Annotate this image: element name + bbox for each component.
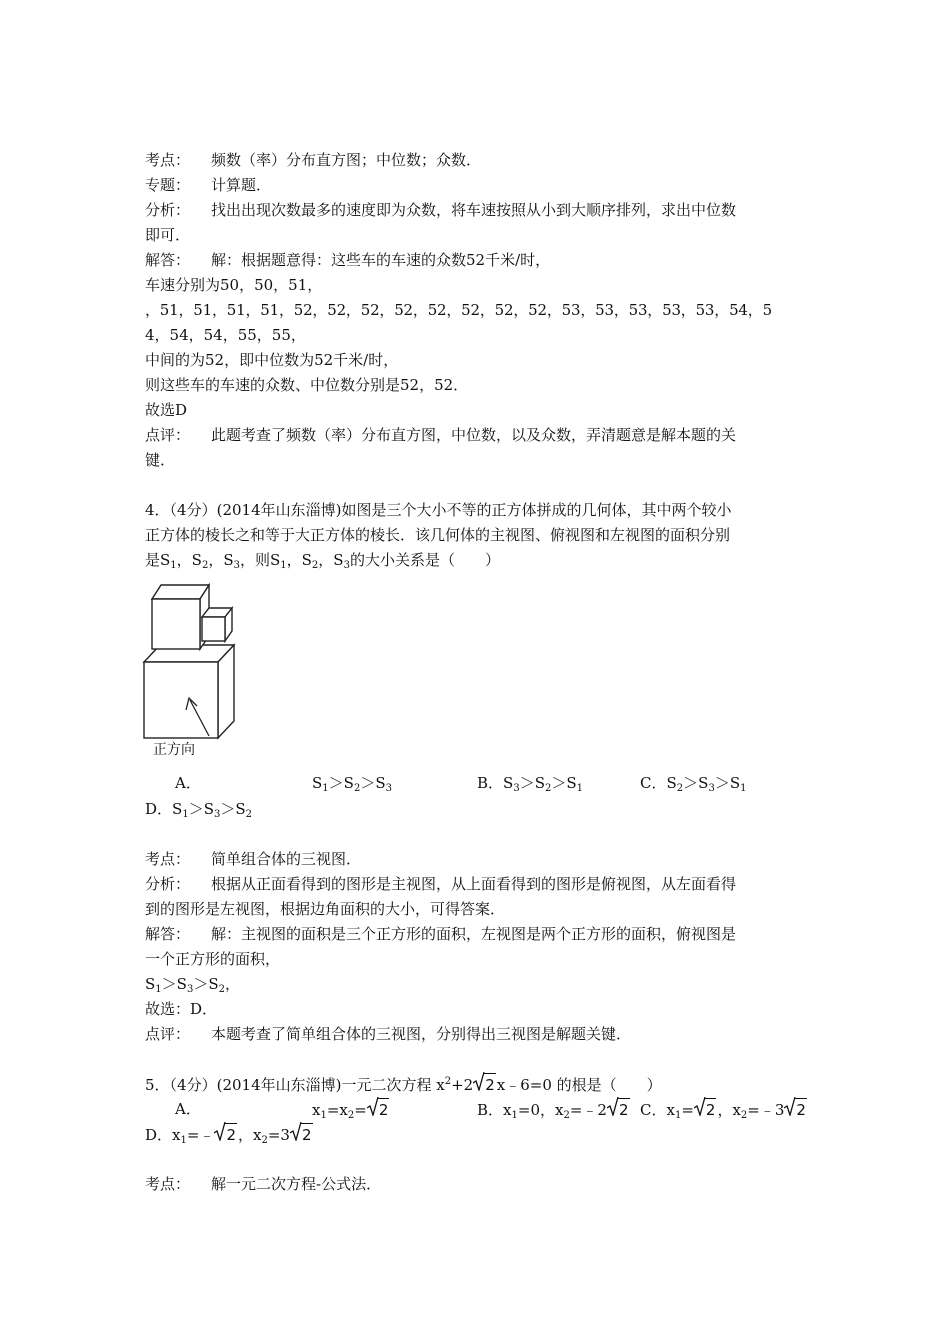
choice-text: 故选：D．	[145, 1000, 218, 1018]
subscript: 1	[280, 560, 287, 571]
q3-jieda-line	[145, 249, 550, 271]
option-label: A．	[175, 774, 201, 792]
eq-text: =3	[267, 1126, 290, 1144]
subscript: 3	[343, 560, 350, 571]
q5-option-b	[477, 1098, 631, 1121]
speeds-text: 4，54，54，55，55，	[145, 326, 306, 344]
q4-jieda-line	[145, 923, 736, 945]
radicand: 2	[484, 1073, 496, 1096]
dianping-text: 此题考查了频数（率）分布直方图，中位数，以及众数，弄清题意是解本题的关	[211, 426, 737, 444]
subscript: 2	[201, 560, 209, 571]
q4-stem-line-1	[145, 499, 731, 521]
x: x	[312, 1101, 321, 1119]
subscript: 1	[674, 1110, 682, 1121]
gt: ＞	[519, 774, 535, 792]
choice-text: 故选D	[145, 401, 188, 419]
subscript: 2	[563, 1110, 570, 1121]
q3-speeds-line-1	[145, 274, 322, 296]
option-label: A．	[175, 1100, 201, 1118]
fenxi-text: 根据从正面看得到的图形是主视图，从上面看得到的图形是俯视图，从左面看得	[211, 875, 737, 893]
s: S	[534, 774, 545, 792]
q3-result-line	[145, 374, 468, 396]
jieda-text: 解：主视图的面积是三个正方形的面积，左视图是两个正方形的面积，俯视图是	[211, 925, 737, 943]
s: S	[208, 975, 219, 993]
q5-option-a-label	[175, 1098, 201, 1120]
q4-stem: ，则S	[239, 551, 281, 569]
sqrt-symbol	[607, 1098, 630, 1121]
q3-speeds-line-2	[145, 299, 772, 321]
q4-stem: ，S	[176, 551, 202, 569]
subscript: 1	[511, 1110, 518, 1121]
x: x	[666, 1101, 675, 1119]
q4-stem: 是S	[145, 551, 171, 569]
radical-sign	[784, 1096, 796, 1116]
zhuanti-label: 专题：	[145, 176, 191, 194]
radicand: 2	[301, 1123, 313, 1146]
x: x	[503, 1101, 512, 1119]
q4-option-d	[145, 798, 252, 820]
kaodian-text: 频数（率）分布直方图；中位数；众数．	[211, 151, 482, 169]
subscript: 1	[322, 783, 329, 794]
q5-option-d	[145, 1123, 314, 1146]
q5-option-c	[640, 1098, 808, 1121]
superscript: 2	[444, 1076, 452, 1087]
option-label: B．	[477, 774, 504, 792]
dianping-text-cont: 键．	[145, 451, 176, 469]
radicand: 2	[795, 1098, 807, 1121]
sqrt-symbol	[784, 1098, 807, 1121]
q4-stem-line-3	[145, 549, 500, 571]
q4-dianping-line	[145, 1023, 631, 1045]
eq-text: =0，x	[517, 1101, 564, 1119]
kaodian-label: 考点：	[145, 151, 191, 169]
option-label: C．	[640, 1101, 667, 1119]
subscript: 2	[261, 1135, 268, 1146]
subscript: 3	[385, 783, 392, 794]
eq-text: =x	[326, 1101, 348, 1119]
q5-stem: x﹣6=0 的根是（ ）	[496, 1076, 662, 1094]
cubes-diagram	[141, 578, 241, 762]
q5-kaodian-line	[145, 1173, 381, 1195]
q5-stem-line	[145, 1073, 662, 1095]
gt: ＞	[220, 800, 236, 818]
s: S	[729, 774, 741, 792]
s: S	[343, 774, 354, 792]
option-label: C．	[640, 774, 667, 792]
figure-label: 正方向	[153, 742, 195, 758]
q4-relation-line	[145, 973, 240, 995]
s: S	[666, 774, 677, 792]
s: S	[172, 800, 183, 818]
subscript: 3	[213, 809, 221, 820]
subscript: 1	[182, 809, 189, 820]
q4-fenxi-line-2	[145, 898, 505, 920]
radicand: 2	[225, 1123, 237, 1146]
s: S	[312, 774, 323, 792]
gt: ＞	[683, 774, 699, 792]
radicand: 2	[618, 1098, 630, 1121]
fenxi-text-cont: 即可．	[145, 226, 191, 244]
q5-stem: +2	[451, 1076, 474, 1094]
q4-stem-line-2	[145, 524, 730, 546]
subscript: 2	[544, 783, 552, 794]
median-text: 中间的为52，即中位数为52千米/时，	[145, 351, 399, 369]
subscript: 2	[740, 1110, 748, 1121]
eq-text: ，x	[238, 1126, 262, 1144]
radical-sign	[290, 1121, 302, 1141]
x: x	[172, 1126, 181, 1144]
subscript: 1	[170, 560, 177, 571]
fenxi-label: 分析：	[145, 201, 191, 219]
q3-kaodian-line	[145, 149, 481, 171]
q4-kaodian-line	[145, 848, 361, 870]
gt: ＞	[328, 774, 344, 792]
q4-option-b	[477, 772, 583, 794]
jieda-label: 解答：	[145, 251, 191, 269]
big-cube-front	[144, 662, 218, 738]
sqrt-symbol	[290, 1123, 313, 1146]
radicand: 2	[705, 1098, 717, 1121]
fenxi-label: 分析：	[145, 875, 191, 893]
subscript: 2	[218, 984, 225, 995]
subscript: 2	[353, 783, 361, 794]
s: S	[698, 774, 709, 792]
gt: ＞	[193, 975, 209, 993]
subscript: 1	[320, 1110, 327, 1121]
q3-choice-line	[145, 399, 187, 421]
kaodian-text: 解一元二次方程-公式法．	[211, 1175, 382, 1193]
q4-jieda-line-2	[145, 948, 280, 970]
subscript: 2	[676, 783, 684, 794]
speeds-text: 车速分别为50，50，51，	[145, 276, 323, 294]
small-cube-front	[202, 617, 225, 641]
eq-text: =﹣2	[569, 1101, 607, 1119]
s: S	[145, 975, 156, 993]
s: S	[566, 774, 577, 792]
eq-text: =	[681, 1101, 694, 1119]
q4-option-a	[312, 772, 392, 794]
q4-option-a-label	[175, 772, 201, 794]
result-text: 则这些车的车速的众数、中位数分别是52，52．	[145, 376, 469, 394]
q3-fenxi-line	[145, 199, 736, 221]
q4-stem: 的大小关系是（ ）	[349, 551, 500, 569]
subscript: 3	[233, 560, 240, 571]
zhuanti-text: 计算题．	[211, 176, 272, 194]
subscript: 2	[245, 809, 253, 820]
s: S	[203, 800, 214, 818]
gt: ＞	[714, 774, 730, 792]
radical-sign	[214, 1121, 226, 1141]
q4-stem: 正方体的棱长之和等于大正方体的棱长．该几何体的主视图、俯视图和左视图的面积分别	[145, 526, 731, 544]
sqrt-symbol	[473, 1073, 496, 1096]
jieda-text: 解：根据题意得：这些车的车速的众数52千米/时，	[211, 251, 551, 269]
q4-option-c	[640, 772, 746, 794]
s: S	[176, 975, 187, 993]
radical-sign	[473, 1071, 485, 1091]
upper-cube-top	[152, 585, 209, 599]
fenxi-text: 找出出现次数最多的速度即为众数，将车速按照从小到大顺序排列，求出中位数	[211, 201, 737, 219]
subscript: 1	[740, 783, 747, 794]
subscript: 1	[576, 783, 584, 794]
kaodian-label: 考点：	[145, 850, 191, 868]
radicand: 2	[378, 1098, 390, 1121]
eq-text: =﹣	[186, 1126, 215, 1144]
fenxi-text-cont: 到的图形是左视图，根据边角面积的大小，可得答案．	[145, 900, 506, 918]
q3-speeds-line-3	[145, 324, 306, 346]
radical-sign	[694, 1096, 706, 1116]
sqrt-symbol	[694, 1098, 717, 1121]
q5-option-a	[312, 1098, 390, 1121]
radical-sign	[367, 1096, 379, 1116]
subscript: 3	[513, 783, 520, 794]
dianping-label: 点评：	[145, 1025, 191, 1043]
subscript: 2	[347, 1110, 355, 1121]
q4-stem: ，S	[208, 551, 234, 569]
gt: ＞	[551, 774, 567, 792]
subscript: 1	[155, 984, 162, 995]
dianping-label: 点评：	[145, 426, 191, 444]
s: S	[375, 774, 386, 792]
sqrt-symbol	[367, 1098, 390, 1121]
q3-fenxi-line-2	[145, 224, 190, 246]
q5-stem: 5．（4分）(2014年山东淄博)一元二次方程 x	[145, 1076, 445, 1094]
s: S	[235, 800, 246, 818]
eq-text: =	[354, 1101, 367, 1119]
radical-sign	[607, 1096, 619, 1116]
q3-zhuanti-line	[145, 174, 271, 196]
q3-median-line	[145, 349, 398, 371]
speeds-text: ，51，51，51，51，52，52，52，52，52，52，52，52，53，53，53，53，53，54，5	[145, 301, 772, 319]
subscript: 2	[311, 560, 319, 571]
kaodian-text: 简单组合体的三视图．	[211, 850, 362, 868]
sqrt-symbol	[214, 1123, 237, 1146]
q4-stem: ，S	[286, 551, 312, 569]
subscript: 1	[180, 1135, 187, 1146]
q3-dianping-line-2	[145, 449, 175, 471]
s: S	[503, 774, 514, 792]
subscript: 3	[186, 984, 194, 995]
gt: ＞	[360, 774, 376, 792]
jieda-text-cont: 一个正方形的面积，	[145, 950, 281, 968]
eq-text: ，x	[717, 1101, 741, 1119]
q3-dianping-line	[145, 424, 736, 446]
q4-stem: 4．（4分）(2014年山东淄博)如图是三个大小不等的正方体拼成的几何体，其中两个较小	[145, 501, 732, 519]
big-cube-side	[218, 645, 234, 738]
upper-cube-front	[152, 599, 200, 649]
gt: ＞	[161, 975, 177, 993]
subscript: 3	[708, 783, 715, 794]
gt: ＞	[188, 800, 204, 818]
jieda-label: 解答：	[145, 925, 191, 943]
q4-choice-line	[145, 998, 217, 1020]
eq-text: =﹣3	[747, 1101, 785, 1119]
option-label: B．	[477, 1101, 504, 1119]
option-label: D．	[145, 800, 173, 818]
cubes-figure	[141, 578, 241, 762]
option-label: D．	[145, 1126, 173, 1144]
punct: ，	[225, 975, 241, 993]
q4-stem: ，S	[318, 551, 344, 569]
kaodian-label: 考点：	[145, 1175, 191, 1193]
q4-fenxi-line	[145, 873, 736, 895]
dianping-text: 本题考查了简单组合体的三视图，分别得出三视图是解题关键．	[211, 1025, 632, 1043]
